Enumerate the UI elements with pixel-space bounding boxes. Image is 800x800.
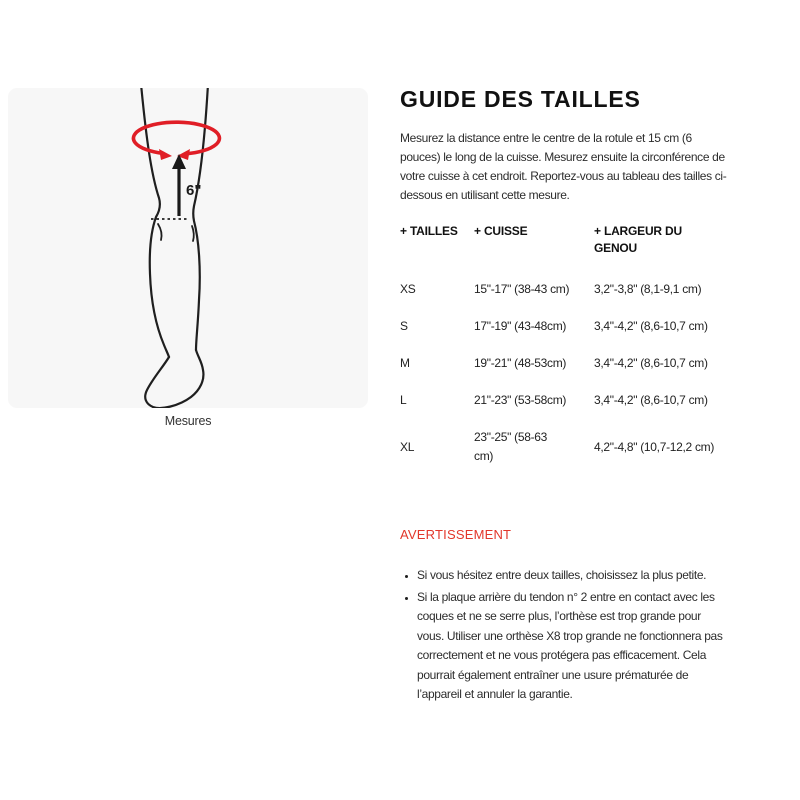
largeur-cell: 3,4"-4,2" (8,6-10,7 cm)	[594, 356, 708, 370]
table-row	[400, 345, 728, 382]
cuisse-cell: 17"-19" (43-48cm)	[474, 319, 567, 333]
measurement-card	[8, 88, 368, 408]
knee-contour-left	[158, 224, 162, 240]
warning-list	[400, 566, 730, 705]
knee-contour-right	[192, 226, 194, 241]
largeur-cell: 3,4"-4,2" (8,6-10,7 cm)	[594, 393, 708, 407]
largeur-cell: 3,4"-4,2" (8,6-10,7 cm)	[594, 319, 708, 333]
cuisse-cell: 15"-17" (38-43 cm)	[474, 282, 570, 296]
size-cell: S	[400, 319, 408, 333]
warning-item: • Si vous hésitez entre deux tailles, choisissez la plus petite.	[417, 566, 730, 586]
warning-heading: AVERTISSEMENT	[400, 527, 512, 542]
leg-measurement-illustration	[8, 88, 368, 408]
column-header-tailles: + TAILLES	[400, 224, 458, 238]
distance-label: 6"	[186, 182, 202, 199]
largeur-cell: 4,2"-4,8" (10,7-12,2 cm)	[594, 439, 715, 454]
size-table	[400, 223, 728, 475]
table-row	[400, 271, 728, 308]
warning-item: • Si la plaque arrière du tendon n° 2 entre en contact avec les coques et ne se serre plus, l’orthèse est trop grande pour vous. Utiliser une orthèse X8 trop grande ne fonctionnera pas correctement et ne vous protégera pas efficacement. Cela pourrait également entraîner une usure prématurée de l’appareil et annuler la garantie.	[417, 588, 730, 705]
foot-outline	[145, 350, 203, 408]
column-header-cuisse: + CUISSE	[474, 224, 528, 238]
measurement-panel	[8, 88, 368, 428]
page-title: GUIDE DES TAILLES	[400, 86, 641, 112]
cuisse-cell: 21"-23" (53-58cm)	[474, 393, 567, 407]
table-row	[400, 308, 728, 345]
six-inch-arrow	[172, 154, 186, 216]
thigh-circumference-arrow	[133, 122, 219, 160]
size-cell: M	[400, 356, 410, 370]
cuisse-cell: 23"-25" (58-63 cm)	[474, 430, 548, 463]
table-row	[400, 382, 728, 419]
cuisse-cell: 19"-21" (48-53cm)	[474, 356, 567, 370]
largeur-cell: 3,2"-3,8" (8,1-9,1 cm)	[594, 282, 702, 296]
size-cell: XL	[400, 439, 415, 454]
size-cell: L	[400, 393, 407, 407]
measurement-caption: Mesures	[164, 414, 212, 428]
column-header-largeur-genou: + LARGEUR DU GENOU	[594, 224, 682, 255]
size-guide-content	[400, 86, 730, 707]
size-cell: XS	[400, 282, 416, 296]
size-table-header-row	[400, 223, 728, 271]
table-row	[400, 419, 728, 475]
measurement-instructions: Mesurez la distance entre le centre de la rotule et 15 cm (6 pouces) le long de la cuisse. Mesurez ensuite la circonférence de votre cuisse à cet endroit. Reportez-vous au tableau des tailles ci-dessous en utilisant cette mesure.	[400, 131, 727, 202]
